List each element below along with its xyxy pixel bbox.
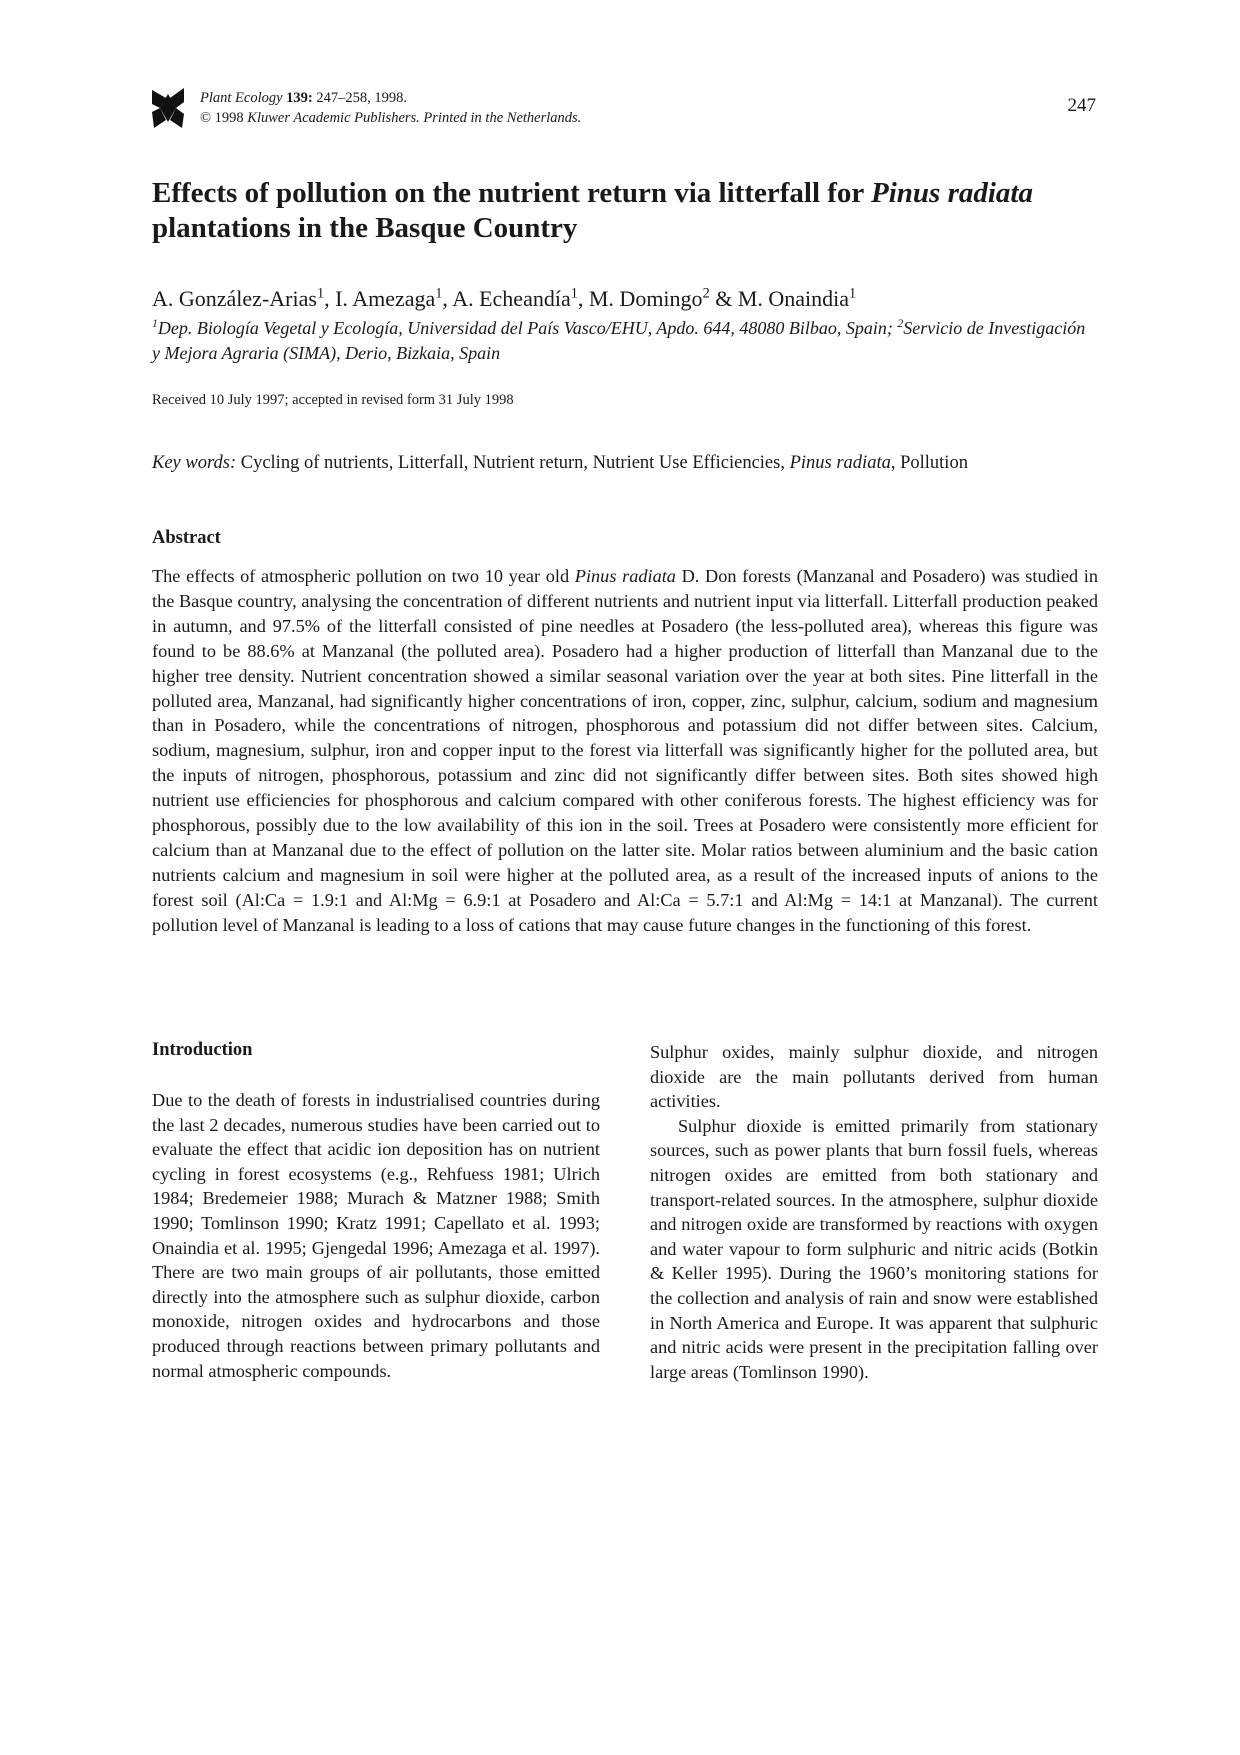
intro-paragraph-2: Sulphur oxides, mainly sulphur dioxide, and nitrogen dioxide are the main pollutants derived from human activities. [650,1042,1098,1112]
paper-title [152,176,1092,246]
journal-volume: 139: [286,90,313,106]
publisher: Kluwer Academic Publishers. Printed in the Netherlands. [247,110,582,126]
publisher-logo-icon [152,86,184,130]
keywords-part-1: Cycling of nutrients, Litterfall, Nutrient return, Nutrient Use Efficiencies, [236,453,790,473]
keywords-part-2: , Pollution [890,453,968,473]
keywords-label: Key words: [152,453,237,473]
author-separator: , [442,286,453,311]
author-name: I. Amezaga [335,286,436,311]
journal-name: Plant Ecology [200,90,283,106]
copyright: © 1998 [200,110,244,126]
page-number: 247 [1067,95,1096,116]
title-part-2: plantations in the Basque Country [152,212,578,244]
author-separator: , [324,286,336,311]
affil-text-2: Servicio de Investigación y Mejora Agraria (SIMA), Derio, Bizkaia, Spain [152,318,1086,363]
journal-pages: 247–258, 1998. [316,90,408,106]
author-separator: , [577,286,589,311]
author-affil: 2 [702,285,710,302]
journal-line-1 [200,88,581,108]
author-name: A. Echeandía [452,286,571,311]
author-name: M. Domingo [588,286,703,311]
received-dates: Received 10 July 1997; accepted in revised form 31 July 1998 [152,392,514,408]
affiliations [152,316,1092,366]
introduction-right-column [650,1040,1098,1384]
affil-sup-1: 1 [152,317,158,330]
keywords-species: Pinus radiata [789,453,891,473]
author-list [152,285,856,313]
author-affil: 1 [570,285,578,302]
abstract-species: Pinus radiata [574,566,676,586]
author-name: A. González-Arias [152,286,317,311]
abstract-part-1: The effects of atmospheric pollution on two 10 year old [152,566,575,586]
author-affil: 1 [849,285,857,302]
abstract-body [152,564,1098,938]
introduction-heading: Introduction [152,1040,253,1060]
affil-text-1: Dep. Biología Vegetal y Ecología, Universidad del País Vasco/EHU, Apdo. 644, 48080 Bilbao, Spain; [157,318,898,338]
author-affil: 1 [435,285,443,302]
journal-line-2 [200,108,581,128]
abstract-part-2: D. Don forests (Manzanal and Posadero) was studied in the Basque country, analysing the concentration of different nutrients and nutrient input via litterfall. Litterfall production peaked in autumn, and 97.5% of the litterfall consisted of pine needles at Posadero (the less-polluted area), whereas this figure was found to be 88.6% at Manzanal (the polluted area). Posadero had a higher production of litterfall than Manzanal due to the higher tree density. Nutrient concentration showed a similar seasonal variation over the year at both sites. Pine litterfall in the polluted area, Manzanal, had significantly higher concentrations of iron, copper, zinc, sulphur, calcium, sodium and magnesium than in Posadero, while the concentrations of nitrogen, phosphorous and potassium did not differ between sites. Calcium, sodium, magnesium, sulphur, iron and copper input to the forest via litterfall was significantly higher for the polluted area, but the inputs of nitrogen, phosphorous, potassium and zinc did not significantly differ between sites. Both sites showed high nutrient use efficiencies for phosphorous and calcium compared with other coniferous forests. The highest efficiency was for phosphorous, possibly due to the low availability of this ion in the soil. Trees at Posadero were consistently more efficient for calcium than at Manzanal due to the effect of pollution on the latter site. Molar ratios between aluminium and the basic cation nutrients calcium and magnesium in soil were higher at the polluted area, as a result of the increased inputs of anions to the forest soil (Al:Ca = 1.9:1 and Al:Mg = 6.9:1 at Posadero and Al:Ca = 5.7:1 and Al:Mg = 14:1 at Manzanal). The current pollution level of Manzanal is leading to a loss of cations that may cause future changes in the functioning of this forest. [152,566,1098,935]
journal-citation [200,88,581,128]
introduction-left-column [152,1088,600,1383]
author-affil: 1 [316,285,325,302]
intro-paragraph-3: Sulphur dioxide is emitted primarily from stationary sources, such as power plants that burn fossil fuels, whereas nitrogen oxides are emitted from both stationary and transport-related sources. In the atmosphere, sulphur dioxide and nitrogen oxide are transformed by reactions with oxygen and water vapour to form sulphuric and nitric acids (Botkin & Keller 1995). During the 1960’s monitoring stations for the collection and analysis of rain and snow were established in North America and Europe. It was apparent that sulphuric and nitric acids were present in the precipitation falling over large areas (Tomlinson 1990). [650,1115,1098,1382]
abstract-heading: Abstract [152,528,221,548]
author-separator: & [709,286,738,311]
title-species: Pinus radiata [871,177,1033,209]
intro-paragraph-1: Due to the death of forests in industrialised countries during the last 2 decades, numerous studies have been carried out to evaluate the effect that acidic ion deposition has on nutrient cycling in forest ecosystems (e.g., Rehfuess 1981; Ulrich 1984; Bredemeier 1988; Murach & Matzner 1988; Smith 1990; Tomlinson 1990; Kratz 1991; Capellato et al. 1993; Onaindia et al. 1995; Gjengedal 1996; Amezaga et al. 1997). There are two main groups of air pollutants, those emitted directly into the atmosphere such as sulphur dioxide, carbon monoxide, nitrogen oxides and hydrocarbons and those produced through reactions between primary pollutants and normal atmospheric compounds. [152,1090,600,1381]
author-name: M. Onaindia [737,286,850,311]
keywords [152,453,968,474]
title-part-1: Effects of pollution on the nutrient return via litterfall for [152,177,872,209]
affil-sup-2: 2 [897,317,904,330]
